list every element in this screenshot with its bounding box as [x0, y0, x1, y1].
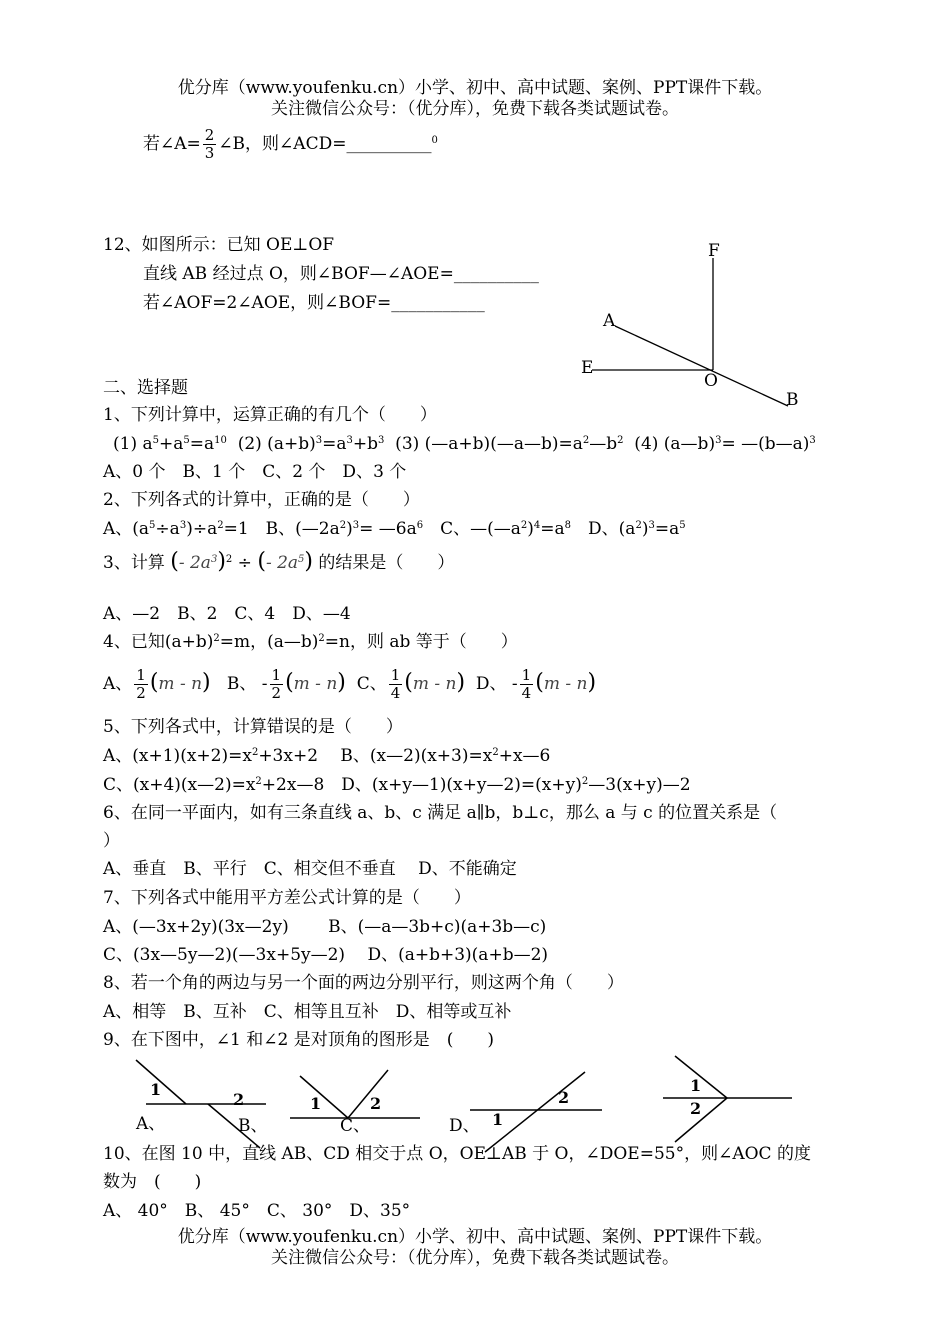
q12-line-1: 12、如图所示：已知 OE⊥OF [103, 235, 335, 255]
q4-b-num: 1 [271, 666, 282, 684]
q8-stem: 8、若一个角的两边与另一个面的两边分别平行，则这两个角（ ） [103, 973, 624, 993]
q4-c-expr: m - n [412, 674, 457, 694]
q4-c-den: 4 [390, 684, 401, 702]
q9-a-angle-2: 2 [233, 1090, 245, 1109]
q11-degree: 0 [431, 135, 438, 146]
q1-items: (1) $a^5+a^5=a^{10}$ (2) $(a+b)^3=a^3+b^3$ (3) $(—a+b)(—a—b)=a^2—b^2$ (4) (a—b)$^3$= —(b—a)$^3$ [113, 434, 816, 454]
q10-stem-cont: 数为 ( ) [103, 1172, 202, 1192]
q3-stem [103, 549, 454, 576]
q4-a-expr: m - n [158, 674, 203, 694]
q9-c-angle-2: 2 [370, 1094, 382, 1113]
q7-line-2: C、(3x—5y—2)(—3x+5y—2) D、(a+b+3)(a+b—2) [103, 945, 549, 965]
q4-d-frac [520, 667, 534, 702]
q9-label-c: C、 [340, 1116, 371, 1136]
q10-options: A、 40° B、 45° C、 30° D、35° [103, 1201, 411, 1221]
q9-stem: 9、在下图中，∠1 和∠2 是对顶角的图形是 ( ) [103, 1030, 495, 1050]
q4-b-label: B、 [226, 674, 257, 694]
q9-c-angle-1: 1 [310, 1094, 322, 1113]
q4-option-d: D、 - $\frac{1}{4}$ (m - n) [475, 666, 597, 702]
header-line-1: 优分库（www.youfenku.cn）小学、初中、高中试题、案例、PPT课件下载。 [177, 78, 773, 98]
q6-options: A、垂直 B、平行 C、相交但不垂直 D、不能确定 [103, 859, 517, 879]
q4-d-sign: - [511, 674, 518, 694]
q9-e-angle-1: 1 [690, 1076, 702, 1095]
q3-suffix: 的结果是（ ） [318, 553, 455, 573]
q4-b-frac [270, 667, 284, 702]
q4-b-den: 2 [271, 684, 282, 702]
q4-b-sign: - [261, 674, 268, 694]
q4-d-num: 1 [521, 666, 532, 684]
q3-expression: (- $2a^3)^2$ ÷ (- $2a^5$) [170, 549, 314, 574]
q7-stem: 7、下列各式中能用平方差公式计算的是（ ） [103, 888, 471, 908]
q1-stem: 1、下列计算中，运算正确的有几个（ ） [103, 405, 437, 425]
q4-a-den: 2 [136, 684, 146, 702]
q2-options: A、$(a^5\div a^3)\div a^2=1$ B、$(—2a^2)^3=$ $—6a^6$ C、$—(—a^2)^4=a^8$ D、$(a^2)^3=a^5$ [103, 519, 686, 539]
q1-options: A、0 个 B、1 个 C、2 个 D、3 个 [103, 462, 407, 482]
q6-stem: 6、在同一平面内，如有三条直线 a、b、c 满足 a∥b，b⊥c，那么 a 与 c 的位置关系是（ [103, 803, 778, 823]
q4-c-frac [389, 667, 403, 702]
q12-line-3: 若∠AOF=2∠AOE，则∠BOF=___________ [143, 293, 485, 313]
q12-figure [570, 232, 820, 412]
line-ab [615, 326, 788, 406]
q9-figure-c [290, 1070, 420, 1136]
label-e: E [581, 358, 594, 378]
q8-options: A、相等 B、互补 C、相等且互补 D、相等或互补 [103, 1002, 512, 1022]
label-b: B [786, 390, 799, 410]
footer-line-1: 优分库（www.youfenku.cn）小学、初中、高中试题、案例、PPT课件下载。 [177, 1227, 773, 1247]
q4-a-frac [134, 667, 148, 702]
header-line-2: 关注微信公众号：（优分库），免费下载各类试题试卷。 [271, 99, 679, 119]
q11-fraction [203, 127, 217, 162]
q6-stem-cont: ） [103, 831, 120, 851]
q9-figure-a [135, 1060, 268, 1148]
q4-c-num: 1 [390, 666, 401, 684]
q4-stem: 4、已知$(a+b)^2=m$，(a—b)$^2$=n，则 ab 等于（ ） [103, 632, 518, 652]
q4-option-c: C、 $\frac{1}{4}$ (m - n) [356, 666, 466, 702]
q4-d-den: 4 [521, 684, 532, 702]
q4-a-label: A、 [103, 674, 133, 694]
label-a: A [603, 311, 616, 331]
q9-figure-d [449, 1072, 602, 1152]
q5-line-2: C、$(x+4)(x—2)=x^2+2x—8$ D、$(x+y—1)(x+y—2)=(x+y)^2—3(x+y)—2$ [103, 775, 691, 795]
label-f: F [708, 241, 720, 261]
footer-line-2: 关注微信公众号：（优分库），免费下载各类试题试卷。 [271, 1248, 679, 1268]
q4-d-label: D、 [475, 674, 507, 694]
label-o: O [704, 371, 718, 391]
q3-options: A、—2 B、2 C、4 D、—4 [103, 604, 351, 624]
q10-stem: 10、在图 10 中，直线 AB、CD 相交于点 O，OE⊥AB 于 O，∠DOE=55°，则∠AOC 的度 [103, 1144, 811, 1164]
q9-label-d: D、 [449, 1116, 480, 1136]
section-title: 二、选择题 [103, 378, 188, 398]
q7-line-1: A、(—3x+2y)(3x—2y) B、(—a—3b+c)(a+3b—c) [103, 917, 547, 937]
q4-a-num: 1 [136, 666, 146, 684]
q9-d-angle-1: 1 [492, 1110, 504, 1129]
q9-e-angle-2: 2 [690, 1099, 702, 1118]
q11-suffix: ∠B，则∠ACD=__________ [218, 134, 432, 154]
q9-a-angle-1: 1 [150, 1080, 162, 1099]
q11-frac-den: 3 [204, 144, 215, 162]
q4-c-label: C、 [356, 674, 387, 694]
q9-d-angle-2: 2 [558, 1088, 570, 1107]
q4-option-a: A、 $\frac{1}{2}$ (m - n) [103, 666, 211, 702]
q4-d-expr: m - n [543, 674, 588, 694]
q2-stem: 2、下列各式的计算中，正确的是（ ） [103, 490, 420, 510]
q5-line-1: A、$(x+1)(x+2)=x^2+3x+2$ B、$(x—2)(x+3)=x^2+x—6$ [103, 746, 551, 766]
q9-label-a: A、 [136, 1114, 166, 1134]
q11-tail [143, 124, 438, 164]
q11-prefix: 若∠A= [143, 134, 201, 154]
q5-stem: 5、下列各式中，计算错误的是（ ） [103, 717, 403, 737]
q4-option-b: B、 - $\frac{1}{2}$ (m - n) [226, 666, 346, 702]
q9-figure-extra [663, 1056, 792, 1142]
q4-options [103, 661, 596, 706]
q9-label-b: B、 [238, 1116, 268, 1136]
q12-line-2: 直线 AB 经过点 O，则∠BOF—∠AOE=__________ [143, 264, 539, 284]
q4-b-expr: m - n [293, 674, 338, 694]
q11-frac-num: 2 [204, 126, 215, 144]
q3-prefix: 3、计算 [103, 553, 165, 573]
